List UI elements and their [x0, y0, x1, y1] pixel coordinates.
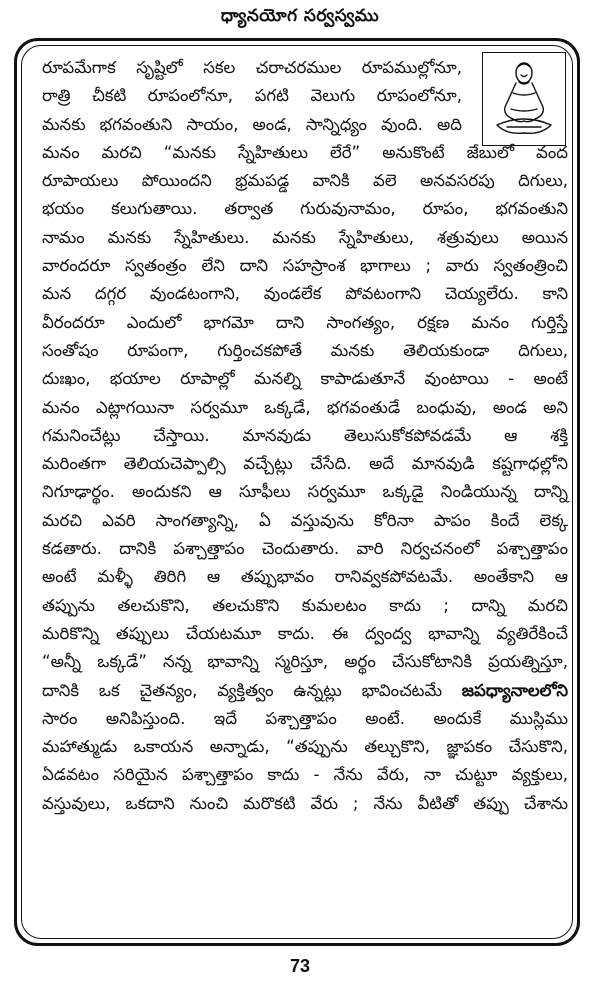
- text-line: మనం ఎట్లాగయినా సర్వమూ ఒక్కడే, భగవంతుడే బంధువు, అండ అని: [42, 397, 568, 417]
- text-line: మరచి ఎవరి సాంగత్యాన్ని, ఏ వస్తువును కోరినా పాపం కిందే లెక్క: [42, 510, 568, 530]
- text-line: [42, 677, 568, 705]
- text-line: నిగూఢార్థం. అందుకని ఆ సూఫీలు సర్వమూ ఒక్కడై నిండియున్న దాన్ని: [42, 482, 568, 502]
- text-line: సారం అనిపిస్తుంది. ఇదే పశ్చాత్తాపం అంటే. అందుకే ముస్లిము: [42, 708, 568, 728]
- text-line: గమనించేట్లు చేస్తాయి. మానవుడు తెలుసుకోకపోవడమే ఆ శక్తి: [42, 425, 568, 445]
- text-line: ఏడవటం సరియైన పశ్చాత్తాపం కాదు - నేను వేరు, నా చుట్టూ వ్యక్తులు,: [42, 765, 568, 785]
- text-line: కడతారు. దానికి పశ్చాత్తాపం చెందుతారు. వారి నిర్వచనంలో పశ్చాత్తాపం: [42, 539, 568, 559]
- running-head: ధ్యానయోగ సర్వస్వము: [220, 6, 380, 26]
- text-line: తప్పును తలచుకొని, తలచుకొని కుమలటం కాదు ; దాన్ని మరచి: [42, 595, 568, 615]
- text-line: మహాత్ముడు ఒకాయన అన్నాడు, “తప్పును తల్చుకొని, జ్ఞాపకం చేసుకొని,: [42, 737, 568, 757]
- text-line-part: దానికి ఒక చైతన్యం, వ్యక్తిత్వం ఉన్నట్లు భావించటమే: [42, 680, 443, 700]
- text-line: మరింతగా తెలియచెప్పాల్సి వచ్చేట్లు చేసేది. అదే మానవుడి కష్టగాధల్లోని: [42, 454, 568, 474]
- body-text: [42, 54, 568, 818]
- text-line: దుఃఖం, భయాల రూపాల్లో మనల్ని కాపాడుతూనే వుంటాయి - అంటే: [42, 369, 568, 389]
- text-line: మరికొన్ని తప్పులు చేయటమూ కాదు. ఈ ద్వంద్వ భావాన్ని వ్యతిరేకించే: [42, 623, 568, 643]
- bold-phrase: జపధ్యానాలలోని: [461, 680, 568, 700]
- text-line: రూపాయలు పోయిందని భ్రమపడ్డ వానికి వలె అనవసరపు దిగులు,: [42, 171, 568, 191]
- page-number: 73: [289, 956, 311, 976]
- text-line: అంటే మళ్ళీ తిరిగి ఆ తప్పుభావం రానివ్వకపోవటమే. అంతేకాని ఆ: [42, 567, 568, 587]
- text-line: వస్తువులు, ఒకదాని నుంచి మరొకటి వేరు ; నేను వీటితో తప్పు చేశాను: [42, 793, 568, 813]
- text-line: వీరందరూ ఎందులో భాగమో దాని సాంగత్యం, రక్షణ మనం గుర్తిస్తే: [42, 312, 568, 332]
- text-line: మనకు భగవంతుని సాయం, అండ, సాన్నిధ్యం వుంది. అది: [42, 114, 462, 134]
- text-line: భయం కలుగుతాయి. తర్వాత గురువునామం, రూపం, భగవంతుని: [42, 199, 568, 219]
- text-line: రూపమేగాక సృష్టిలో సకల చరాచరముల రూపముల్లోనూ,: [42, 58, 462, 77]
- text-line: మనం మరచి “మనకు స్నేహితులు లేరే” అనుకొంటే జేబులో వంద: [42, 142, 568, 162]
- text-line: సంతోషం రూపంగా, గుర్తించకపోతే మనకు తెలియకుండా దిగులు,: [42, 340, 568, 360]
- text-line: “అన్నీ ఒక్కడే” నన్న భావాన్ని స్మరిస్తూ, అర్థం చేసుకోటానికి ప్రయత్నిస్తూ,: [42, 652, 568, 672]
- text-line: మన దగ్గర వుండటంగాని, వుండలేక పోవటంగాని చెయ్యలేరు. కాని: [42, 284, 568, 304]
- text-line: నామం మనకు స్నేహితులు. మనకు స్నేహితులు, శత్రువులు అయిన: [42, 227, 568, 247]
- text-line: వారందరూ స్వతంత్రం లేని దాని సహస్రాంశ భాగాలు ; వారు స్వతంత్రించి: [42, 256, 568, 276]
- text-line: రాత్రి చీకటి రూపంలోనూ, పగటి వెలుగు రూపంలోనూ,: [42, 86, 462, 106]
